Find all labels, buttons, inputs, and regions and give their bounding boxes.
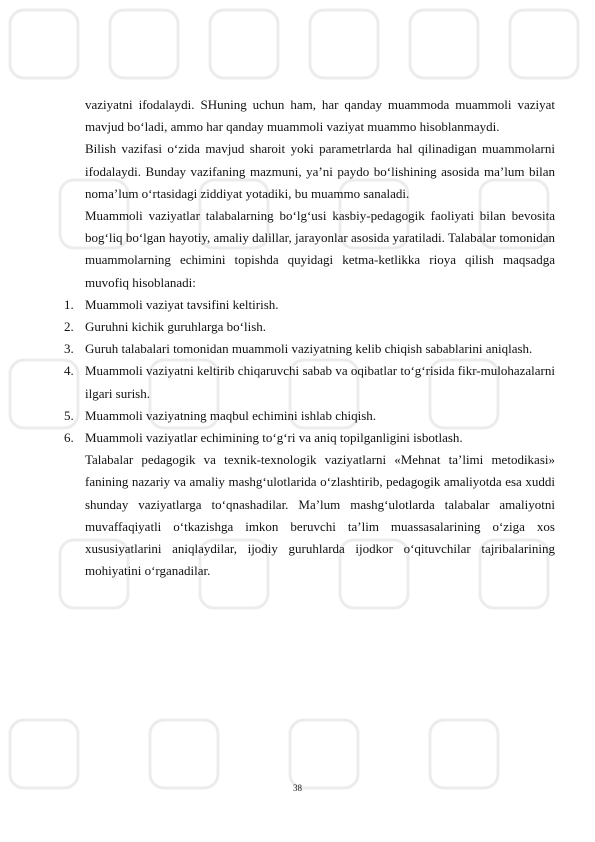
list-number: 2. <box>64 319 74 335</box>
list-number: 3. <box>64 341 74 357</box>
list-item <box>64 405 555 427</box>
list-item <box>64 338 555 360</box>
list-item <box>64 360 555 404</box>
list-text: Muammoli vaziyat tavsifini keltirish. <box>85 296 279 312</box>
list-item <box>64 427 555 449</box>
list-item <box>64 294 555 316</box>
paragraph-bilish-vazifasi: Bilish vazifasi o‘zida mavjud sharoit yoki parametrlarda hal qilinadigan muammolarni ifodalaydi. Bunday vazifaning mazmuni, ya’ni paydo bo‘lishining asosida ma’lum bilan noma’lum o‘rtasidagi ziddiyat yotadiki, bu muammo sanaladi. <box>85 141 555 201</box>
list-item <box>64 316 555 338</box>
list-text: Guruh talabalari tomonidan muammoli vaziyatning kelib chiqish sabablarini aniqlash. <box>85 341 533 357</box>
list-number: 4. <box>64 363 74 379</box>
list-text: Muammoli vaziyatni keltirib chiqaruvchi sabab va oqibatlar to‘g‘risida fikr-mulohazalarni ilgari surish. <box>85 363 555 401</box>
numbered-list <box>64 294 555 449</box>
list-number: 5. <box>64 407 74 423</box>
page-number: 38 <box>293 783 302 793</box>
list-number: 6. <box>64 430 74 446</box>
paragraph-talabalar: Talabalar pedagogik va texnik-texnologik vaziyatlarni «Mehnat ta’limi metodikasi» fanining nazariy va amaliy mashg‘ulotlarida o‘zlashtirib, pedagogik amaliyotda esa xuddi shunday vaziyatlarga to‘qnashadilar. Ma’lum mashg‘ulotlarda talabalar amaliyotni muvaffaqiyatli o‘tkazishga imkon beruvchi ta’lim muassasalarining o‘ziga xos xususiyatlarini aniqlaydilar, ijodiy guruhlarda ijodkor o‘qituvchilar tajribalarining mohiyatini o‘rganadilar. <box>85 452 555 579</box>
paragraph-muammoli-vaziyatlar: Muammoli vaziyatlar talabalarning bo‘lg‘usi kasbiy-pedagogik faoliyati bilan bevosita bog‘liq bo‘lgan hayotiy, amaliy dalillar, jarayonlar asosida yaratiladi. Talabalar tomonidan muammolarning echimini topishda quyidagi ketma-ketlikka rioya qilish maqsadga muvofiq hisoblanadi: <box>85 208 555 290</box>
document-page <box>64 94 555 582</box>
list-text: Guruhni kichik guruhlarga bo‘lish. <box>85 319 267 335</box>
list-text: Muammoli vaziyatlar echimining to‘g‘ri va aniq topilganligini isbotlash. <box>85 430 463 446</box>
list-number: 1. <box>64 296 74 312</box>
paragraph-intro: vaziyatni ifodalaydi. SHuning uchun ham, har qanday muammoda muammoli vaziyat mavjud bo‘ladi, ammo har qanday muammoli vaziyat muammo hisoblanmaydi. <box>85 97 555 135</box>
list-text: Muammoli vaziyatning maqbul echimini ishlab chiqish. <box>85 407 377 423</box>
